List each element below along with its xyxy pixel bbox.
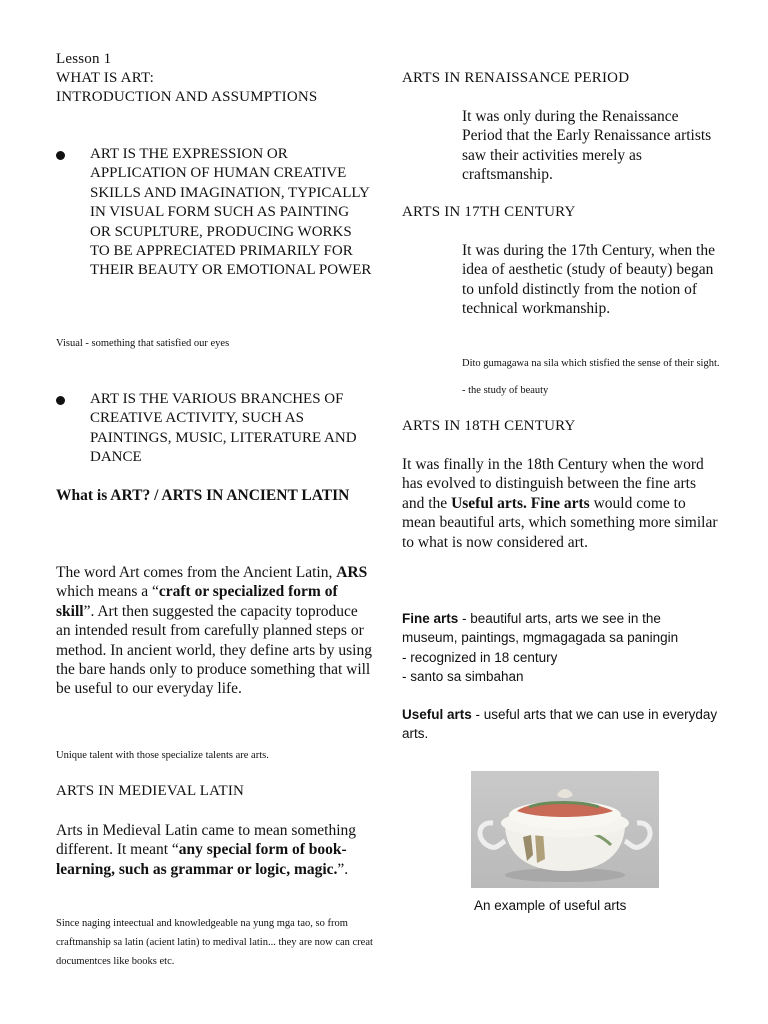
title-line1: WHAT IS ART: xyxy=(56,70,154,86)
tureen-illustration xyxy=(471,771,659,888)
medieval-heading: ARTS IN MEDIEVAL LATIN xyxy=(56,783,245,799)
useful-arts-notes: Useful arts - useful arts that we can use in everyday arts. xyxy=(402,707,718,742)
note-visual: Visual - something that satisfied our eyes xyxy=(56,338,230,349)
lesson-number: Lesson 1 xyxy=(56,51,112,67)
renaissance-text: It was only during the Renaissance Period that the Early Renaissance artists saw their activities merely as craftsmanship. xyxy=(462,108,712,184)
ancient-heading: What is ART? / ARTS IN ANCIENT LATIN xyxy=(56,487,350,504)
ancient-paragraph: The word Art comes from the Ancient Latin, ARS which means a “craft or specialized form of skill”. Art then suggested the capacity toproduce an intended result from carefully planned steps or method. In ancient world, they define arts by using the bare hands only to produce something that will be useful to our everyday life. xyxy=(56,564,372,698)
c18-heading: ARTS IN 18TH CENTURY xyxy=(402,418,576,434)
c18-paragraph: It was finally in the 18th Century when the word has evolved to distinguish between the fine arts and the Useful arts. Fine arts would come to mean beautiful arts, which something more similar to what is now considered art. xyxy=(402,456,718,551)
tureen-image xyxy=(471,771,659,888)
note-medieval: Since naging inteectual and knowledgeable na yung mga tao, so from craftmanship sa latin (acient latin) to medival latin... they are now can creat documentces like books etc. xyxy=(56,918,373,967)
bullet-dot-1 xyxy=(56,151,65,160)
c17-note1: Dito gumagawa na sila which stisfied the sense of their sight. xyxy=(462,358,720,369)
title-line2: INTRODUCTION AND ASSUMPTIONS xyxy=(56,89,318,105)
image-caption: An example of useful arts xyxy=(474,898,627,913)
c17-text: It was during the 17th Century, when the idea of aesthetic (study of beauty) began to unfold distinctly from the notion of technical workmanship. xyxy=(462,242,715,318)
bullet-2-text: ART IS THE VARIOUS BRANCHES OF CREATIVE ACTIVITY, SUCH AS PAINTINGS, MUSIC, LITERATURE AND DANCE xyxy=(90,391,357,466)
renaissance-heading: ARTS IN RENAISSANCE PERIOD xyxy=(402,70,630,86)
bullet-1-text: ART IS THE EXPRESSION OR APPLICATION OF HUMAN CREATIVE SKILLS AND IMAGINATION, TYPICALLY IN VISUAL FORM SUCH AS PAINTING OR SCUPLTURE, PRODUCING WORKS TO BE APPRECIATED PRIMARILY FOR THEIR BEAUTY OR EMOTIONAL POWER xyxy=(90,146,372,279)
medieval-paragraph: Arts in Medieval Latin came to mean something different. It meant “any special form of book-learning, such as grammar or logic, magic.”. xyxy=(56,822,357,878)
c17-heading: ARTS IN 17TH CENTURY xyxy=(402,204,576,220)
bullet-dot-2 xyxy=(56,396,65,405)
fine-arts-notes: Fine arts - beautiful arts, arts we see in the museum, paintings, mgmagagada sa paningin - recognized in 18 century - santo sa simbahan xyxy=(402,611,679,685)
c17-note2: - the study of beauty xyxy=(462,385,549,396)
note-unique: Unique talent with those specialize talents are arts. xyxy=(56,750,269,761)
